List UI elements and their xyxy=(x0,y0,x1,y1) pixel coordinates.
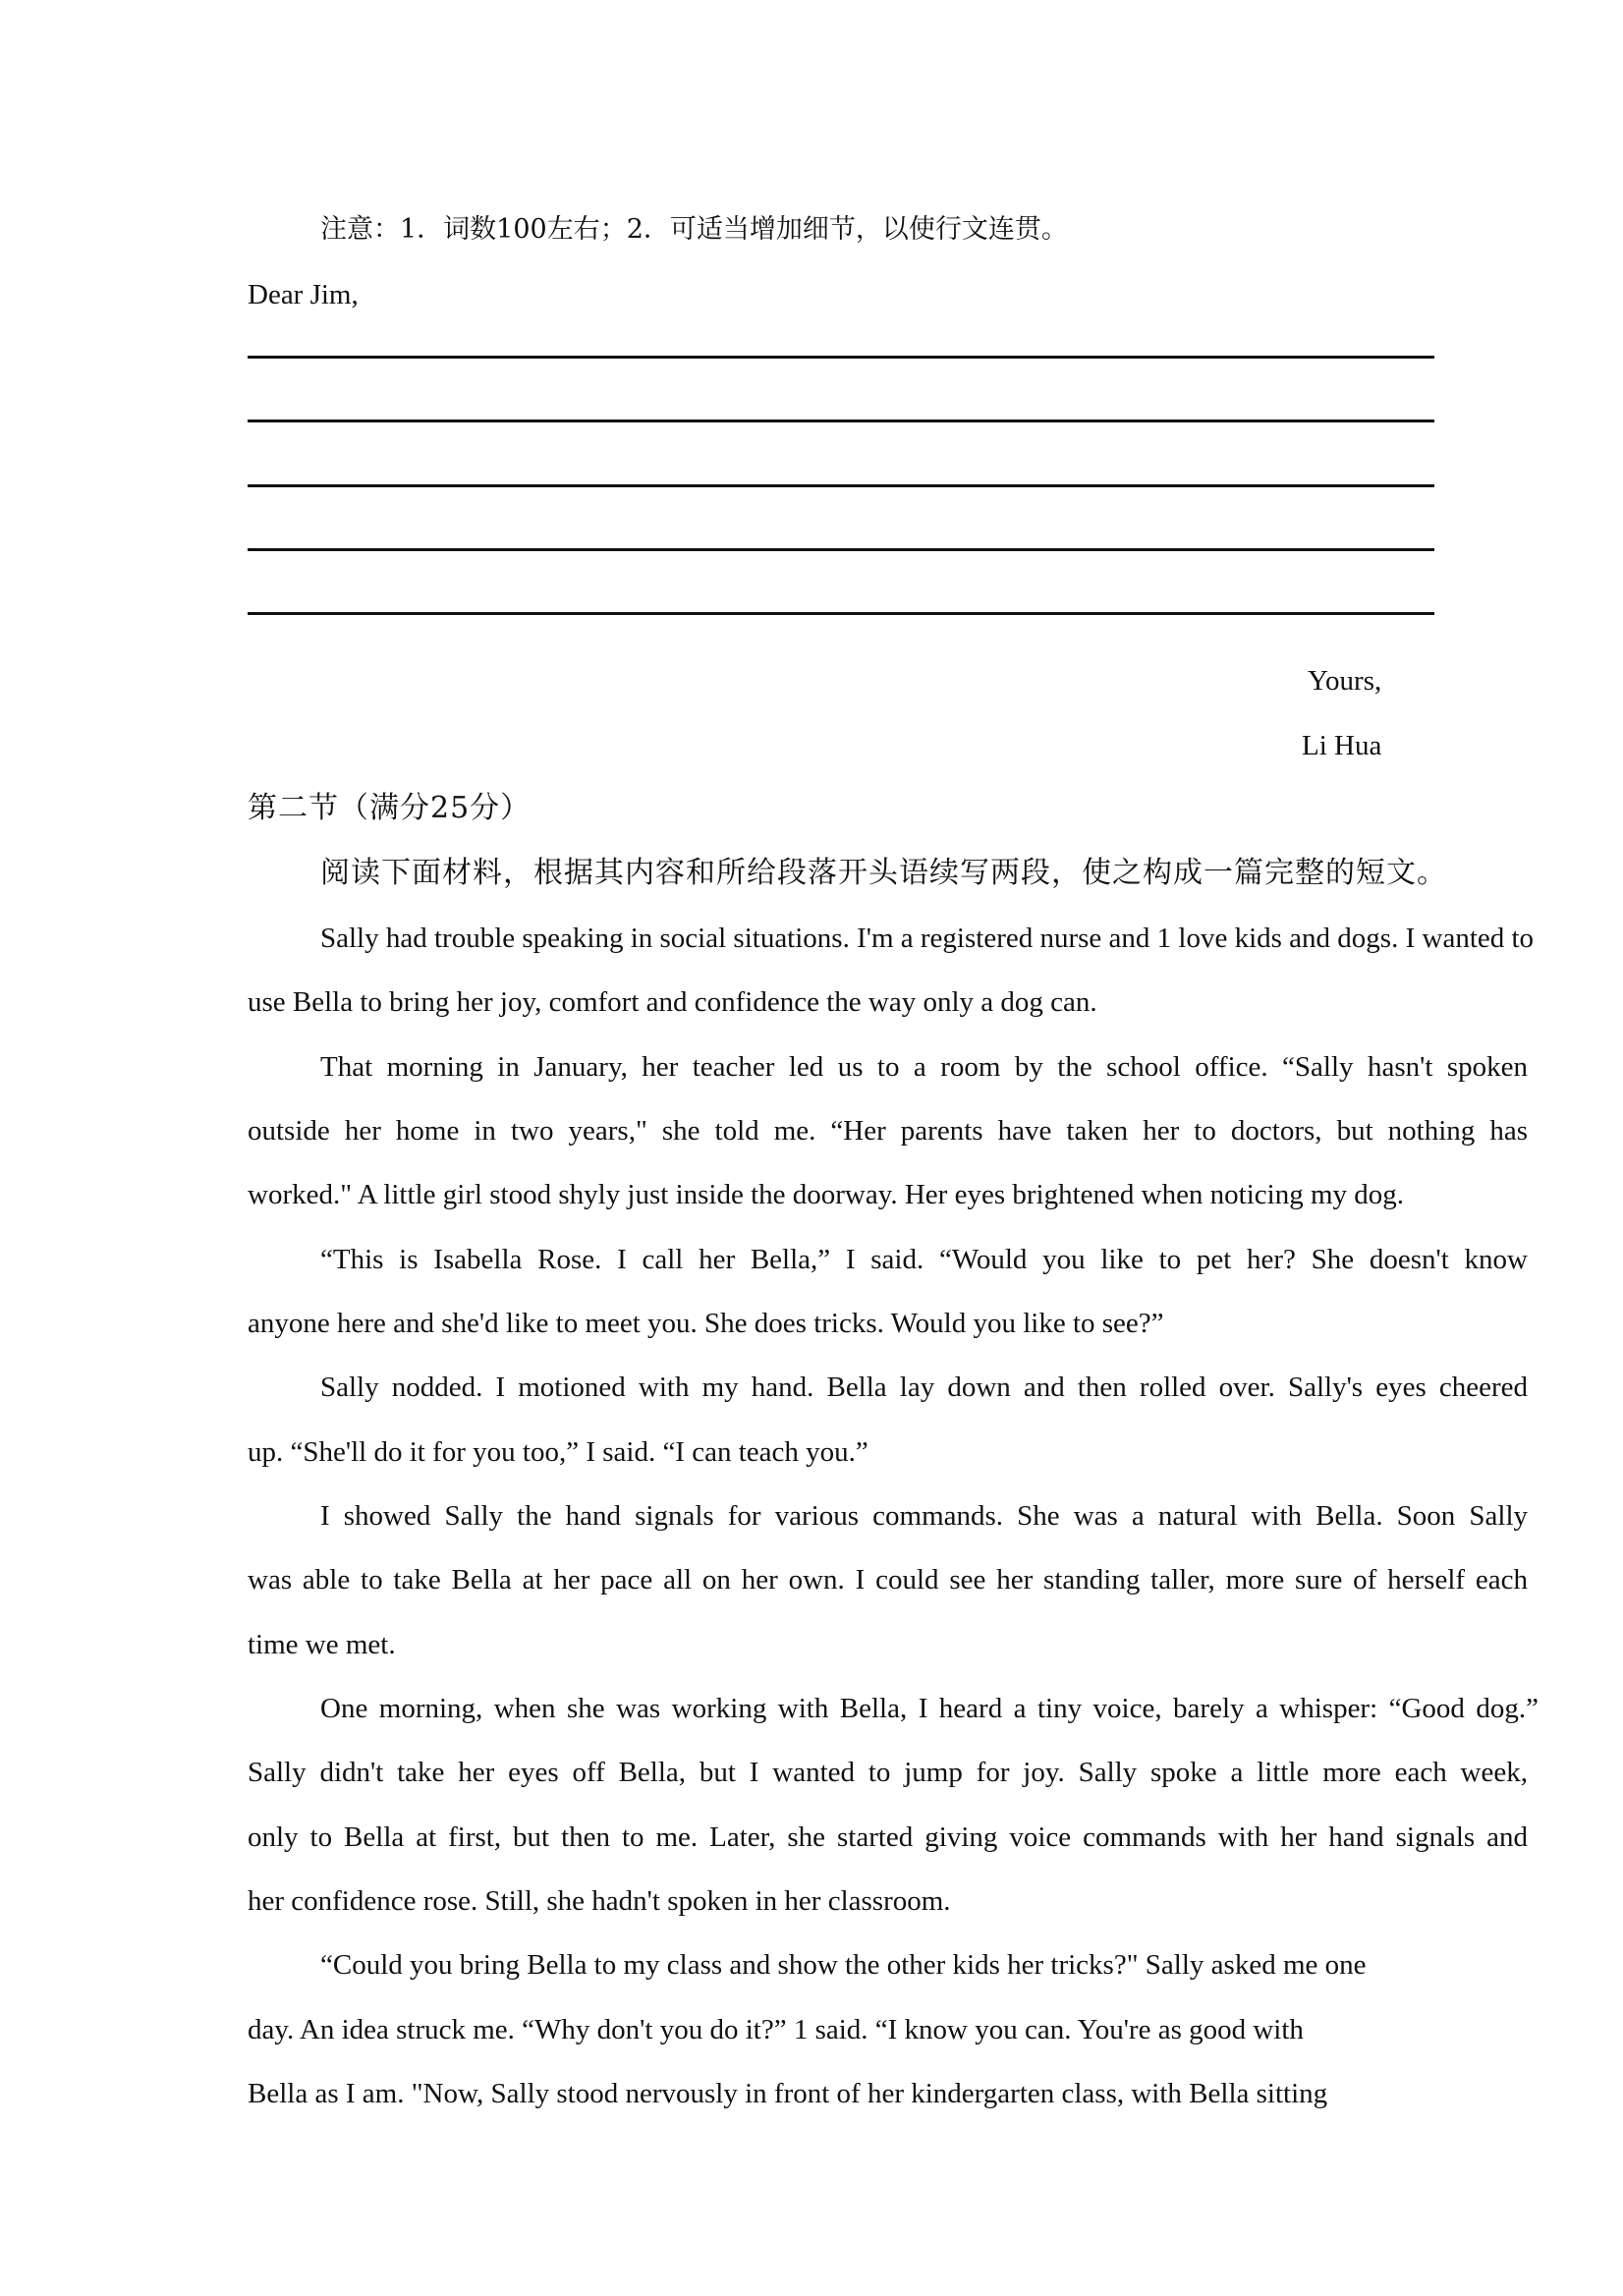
letter-signature: Li Hua xyxy=(1302,730,1382,761)
passage-line: Bella as I am. "Now, Sally stood nervously in front of her kindergarten class, with Bella sitting xyxy=(248,2078,1328,2109)
passage-line: That morning in January, her teacher led us to a room by the school office. “Sally hasn't spoken xyxy=(320,1051,1528,1083)
answer-line-3 xyxy=(248,484,1434,487)
passage-line: outside her home in two years," she told me. “Her parents have taken her to doctors, but nothing has xyxy=(248,1115,1528,1147)
section-heading: 第二节（满分25分） xyxy=(248,791,532,825)
passage-line: up. “She'll do it for you too,” I said. “I can teach you.” xyxy=(248,1436,868,1468)
passage-line: only to Bella at first, but then to me. Later, she started giving voice commands with her hand signals and xyxy=(248,1821,1528,1853)
section-instruction: 阅读下面材料，根据其内容和所给段落开头语续写两段，使之构成一篇完整的短文。 xyxy=(320,856,1447,890)
passage-line: worked." A little girl stood shyly just inside the doorway. Her eyes brightened when noticing my dog. xyxy=(248,1179,1405,1210)
passage-line: her confidence rose. Still, she hadn't spoken in her classroom. xyxy=(248,1885,951,1917)
letter-closing: Yours, xyxy=(1308,665,1382,697)
passage-line: I showed Sally the hand signals for various commands. She was a natural with Bella. Soon Sally xyxy=(320,1500,1528,1532)
passage-line: anyone here and she'd like to meet you. She does tricks. Would you like to see?” xyxy=(248,1308,1164,1339)
letter-salutation: Dear Jim, xyxy=(248,279,359,310)
answer-line-2 xyxy=(248,420,1434,422)
answer-line-1 xyxy=(248,356,1434,359)
passage-line: was able to take Bella at her pace all on her own. I could see her standing taller, more sure of herself each xyxy=(248,1564,1528,1596)
passage-line: One morning, when she was working with Bella, I heard a tiny voice, barely a whisper: “Good dog.” xyxy=(320,1693,1539,1724)
passage-line: time we met. xyxy=(248,1629,396,1660)
passage-line: day. An idea struck me. “Why don't you do it?” 1 said. “I know you can. You're as good with xyxy=(248,2014,1304,2045)
answer-line-4 xyxy=(248,548,1434,551)
writing-note: 注意：1．词数100左右；2．可适当增加细节，以使行文连贯。 xyxy=(320,214,1068,245)
passage-line: Sally didn't take her eyes off Bella, but I wanted to jump for joy. Sally spoke a little more each week, xyxy=(248,1757,1528,1788)
passage-line: “This is Isabella Rose. I call her Bella,” I said. “Would you like to pet her? She doesn't know xyxy=(320,1244,1528,1275)
answer-line-5 xyxy=(248,612,1434,615)
passage-line: Sally nodded. I motioned with my hand. Bella lay down and then rolled over. Sally's eyes cheered xyxy=(320,1372,1528,1403)
passage-line: Sally had trouble speaking in social situations. I'm a registered nurse and 1 love kids and dogs. I wanted to xyxy=(320,923,1535,954)
passage-line: use Bella to bring her joy, comfort and confidence the way only a dog can. xyxy=(248,986,1097,1018)
passage-line: “Could you bring Bella to my class and show the other kids her tricks?" Sally asked me one xyxy=(320,1949,1367,1981)
